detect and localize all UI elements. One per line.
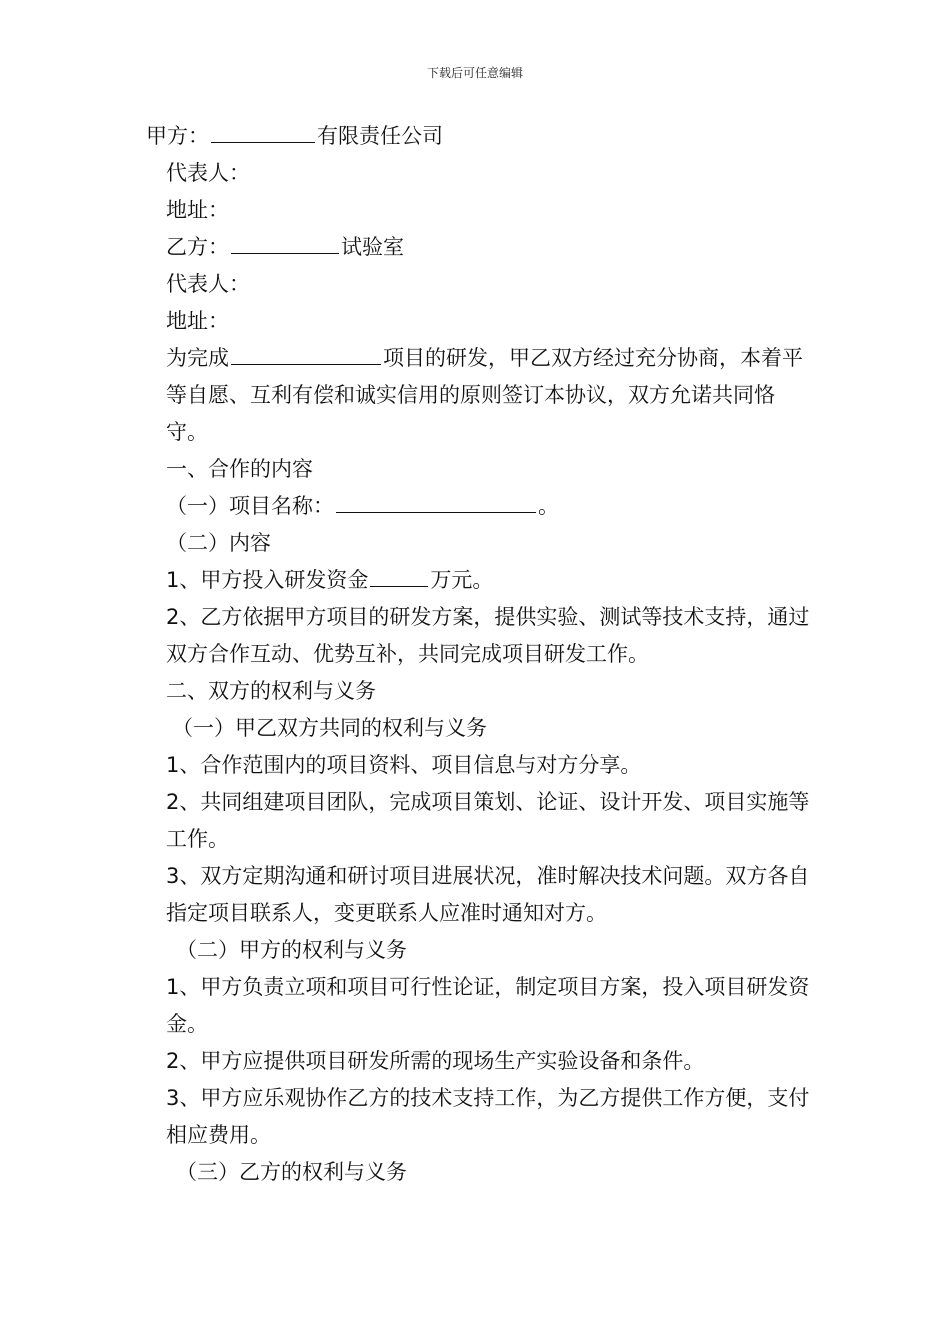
section-2-3: （三）乙方的权利与义务: [176, 1160, 407, 1184]
section-1-item-1: [146, 562, 810, 599]
party-a-blank: [211, 120, 315, 143]
contract-body: [146, 118, 810, 1191]
intro-prefix: 为完成: [166, 346, 229, 370]
section-1-item-2: 2、乙方依据甲方项目的研发方案，提供实验、测试等技术支持，通过双方合作互动、优势互补，共同完成项目研发工作。: [166, 605, 810, 666]
intro-rest: 项目的研发，甲乙双方经过充分协商，本着平等自愿、互利有偿和诚实信用的原则签订本协议，双方允诺共同恪守。: [166, 346, 803, 444]
funding-suffix: 万元。: [430, 568, 494, 592]
party-b-suffix: 试验室: [341, 235, 404, 259]
party-b-label: 乙方：: [166, 235, 229, 259]
section-2-title: 二、双方的权利与义务: [166, 679, 376, 703]
section-2-2-item-2: 2、甲方应提供项目研发所需的现场生产实验设备和条件。: [166, 1049, 705, 1073]
party-a-representative: 代表人：: [166, 161, 250, 185]
funding-blank: [370, 564, 428, 587]
project-blank: [231, 342, 381, 365]
section-2-2: （二）甲方的权利与义务: [176, 938, 407, 962]
section-2-1: （一）甲乙双方共同的权利与义务: [172, 716, 487, 740]
party-b-representative: 代表人：: [166, 272, 250, 296]
page-header-note: 下载后可任意编辑: [426, 66, 523, 80]
project-name-suffix: 。: [538, 494, 559, 518]
party-a-line: [146, 118, 810, 155]
section-1-2: （二）内容: [166, 531, 271, 555]
section-1-title: 一、合作的内容: [166, 457, 313, 481]
project-name-blank: [336, 490, 536, 513]
section-2-2-item-1: 1、甲方负责立项和项目可行性论证，制定项目方案，投入项目研发资金。: [166, 975, 810, 1036]
party-a-label: 甲方：: [146, 124, 209, 148]
section-2-1-item-1: 1、合作范围内的项目资料、项目信息与对方分享。: [166, 753, 642, 777]
intro-paragraph: [146, 340, 810, 451]
party-b-address: 地址：: [166, 309, 229, 333]
party-b-line: [146, 229, 810, 266]
party-a-address: 地址：: [166, 198, 229, 222]
section-2-1-item-3: 3、双方定期沟通和研讨项目进展状况，准时解决技术问题。双方各自指定项目联系人，变更联系人应准时通知对方。: [166, 864, 810, 925]
section-2-1-item-2: 2、共同组建项目团队，完成项目策划、论证、设计开发、项目实施等工作。: [166, 790, 810, 851]
party-a-suffix: 有限责任公司: [317, 124, 443, 148]
project-name-label: （一）项目名称：: [166, 494, 334, 518]
section-1-1: [146, 488, 810, 525]
funding-label: 1、甲方投入研发资金: [166, 568, 369, 592]
party-b-blank: [231, 231, 339, 254]
section-2-2-item-3: 3、甲方应乐观协作乙方的技术支持工作，为乙方提供工作方便，支付相应费用。: [166, 1086, 810, 1147]
